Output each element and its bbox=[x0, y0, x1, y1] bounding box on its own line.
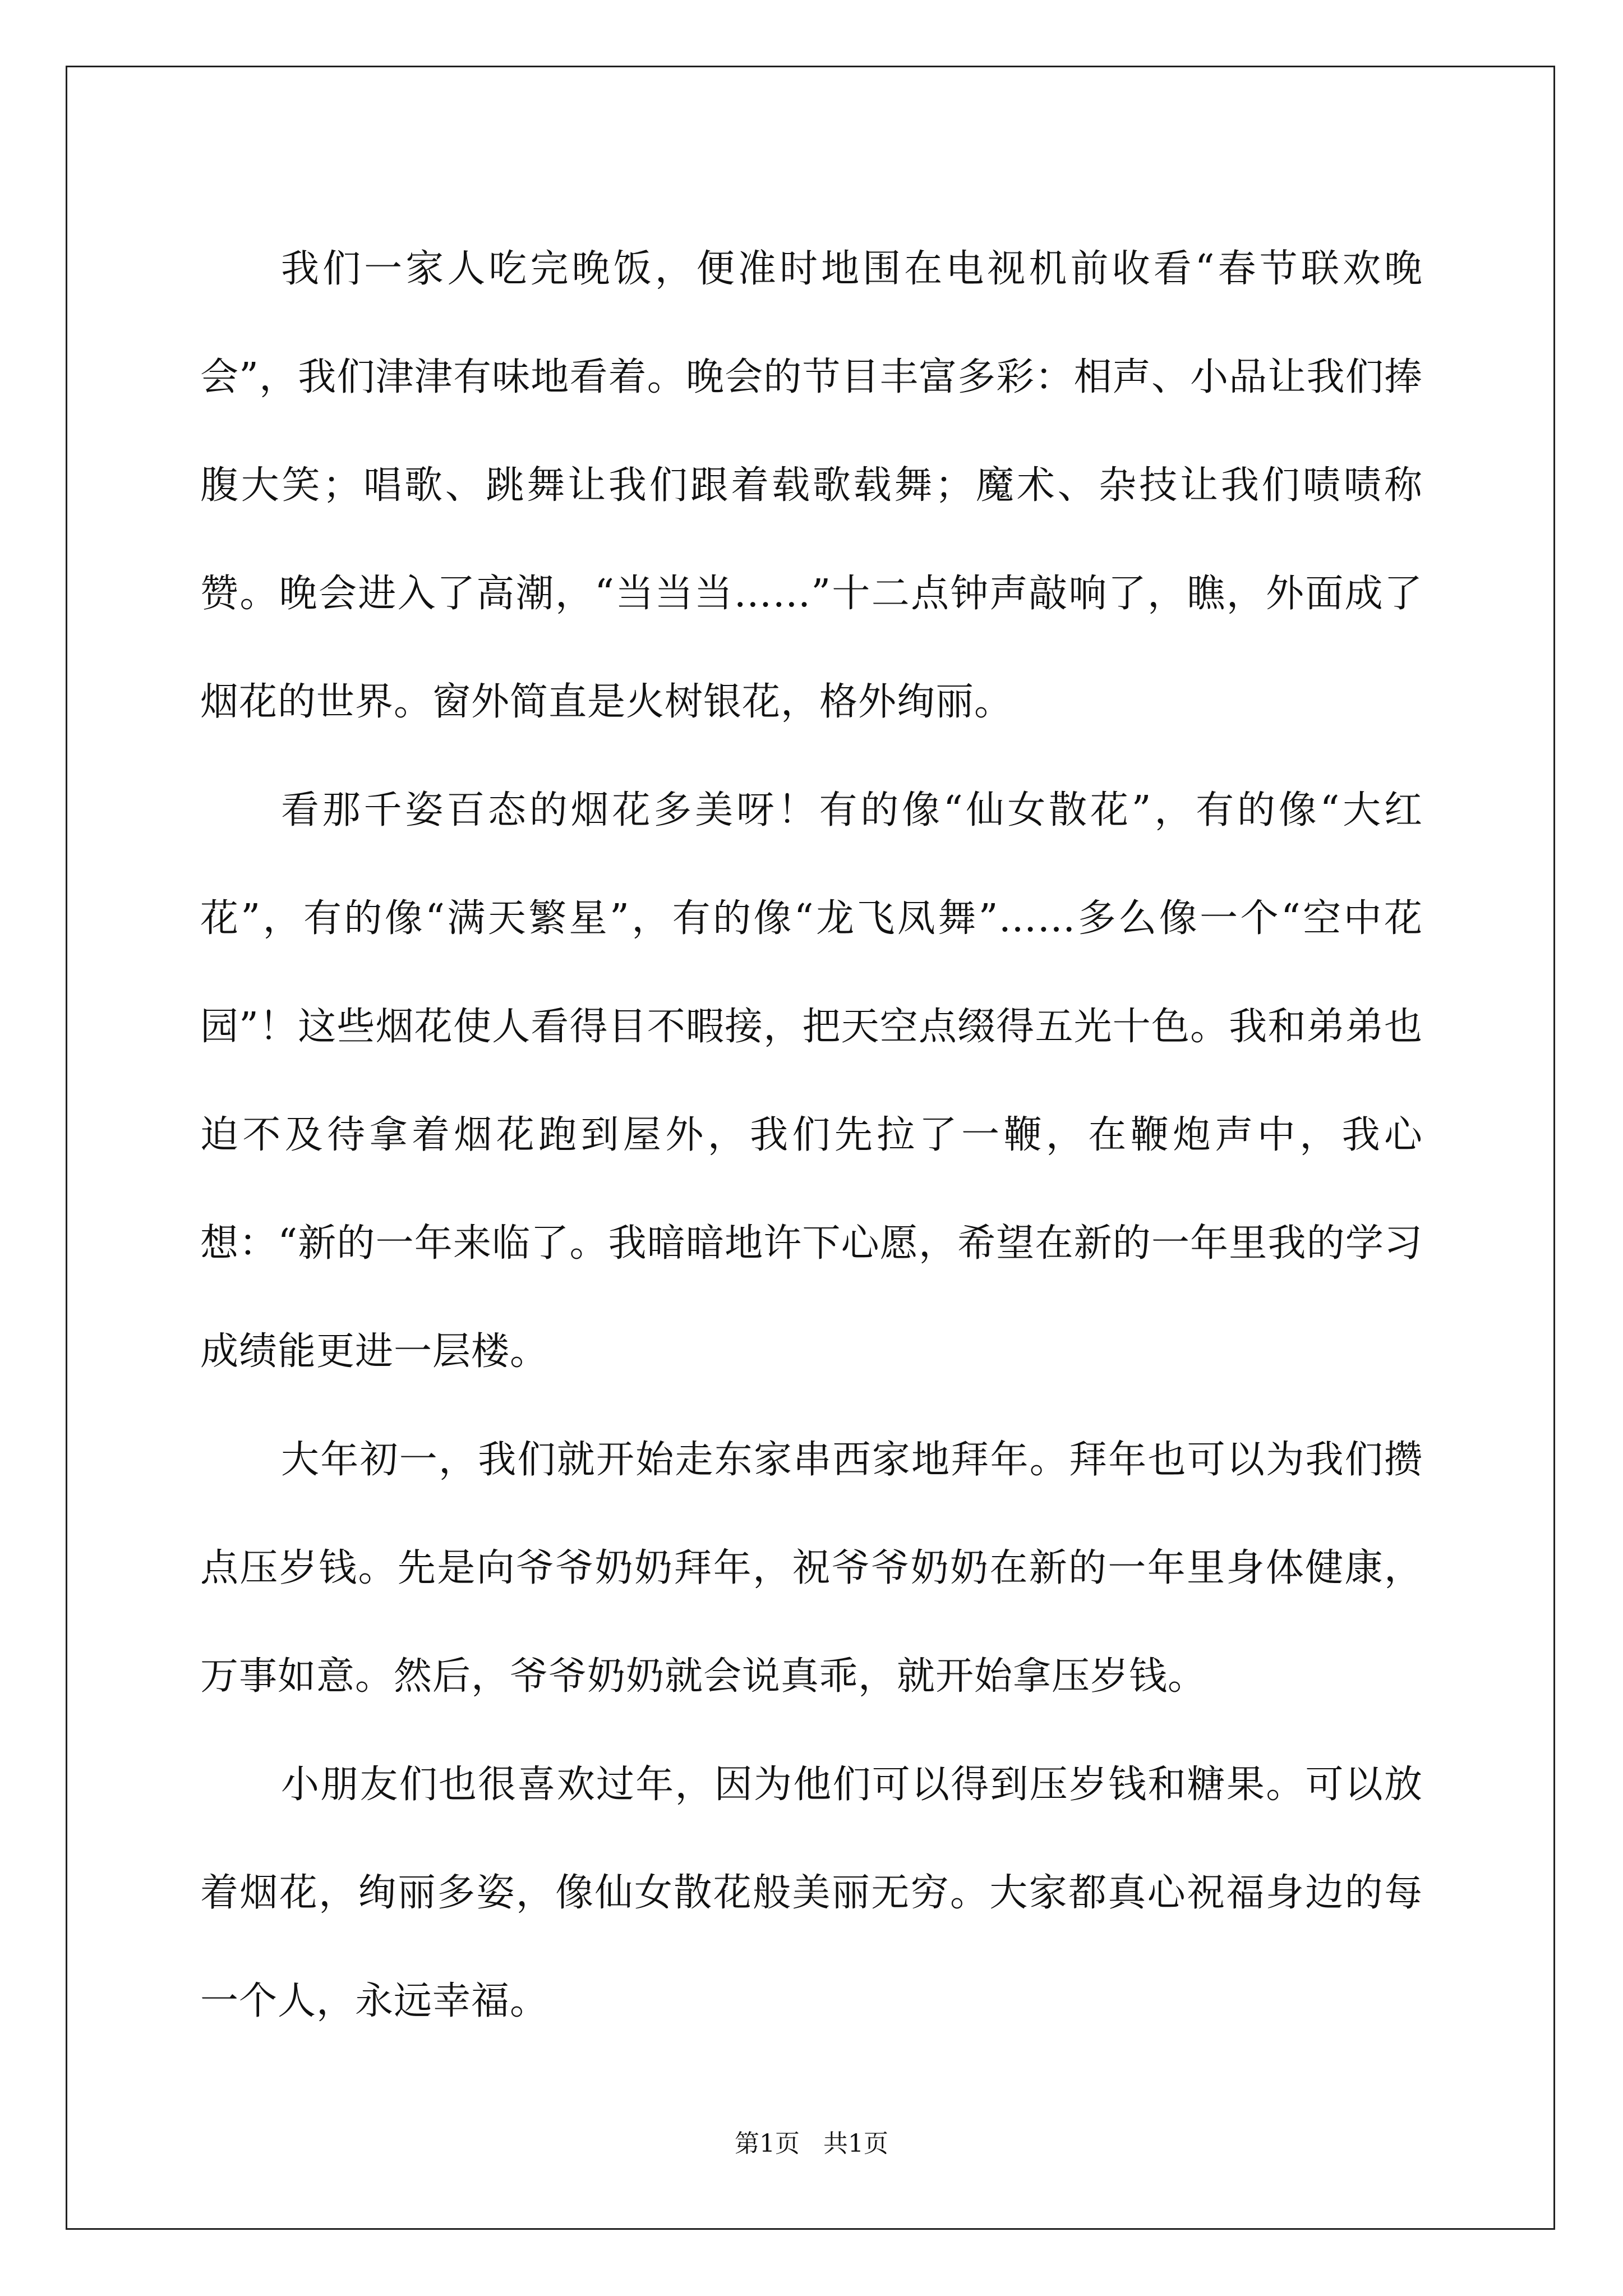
page-number-footer: 第1页 共1页 bbox=[735, 2129, 888, 2158]
paragraph-1: 我们一家人吃完晚饭，便准时地围在电视机前收看“春节联欢晚会”，我们津津有味地看着。晚会的节目丰富多彩：相声、小品让我们捧腹大笑；唱歌、跳舞让我们跟着载歌载舞；魔术、杂技让我们啧啧称赞。晚会进入了高潮，“当当当……”十二点钟声敲响了，瞧，外面成了烟花的世界。窗外简直是火树银花，格外绚丽。 bbox=[200, 247, 1423, 724]
paragraph-3: 大年初一，我们就开始走东家串西家地拜年。拜年也可以为我们攒点压岁钱。先是向爷爷奶奶拜年，祝爷爷奶奶在新的一年里身体健康，万事如意。然后，爷爷奶奶就会说真乖，就开始拿压岁钱。 bbox=[200, 1438, 1423, 1699]
document-body bbox=[200, 215, 1423, 2055]
paragraph-2: 看那千姿百态的烟花多美呀！有的像“仙女散花”，有的像“大红花”，有的像“满天繁星”，有的像“龙飞凤舞”……多么像一个“空中花园”！这些烟花使人看得目不暇接，把天空点缀得五光十色。我和弟弟也迫不及待拿着烟花跑到屋外，我们先拉了一鞭，在鞭炮声中，我心想：“新的一年来临了。我暗暗地许下心愿，希望在新的一年里我的学习成绩能更进一层楼。 bbox=[200, 788, 1423, 1374]
paragraph-4: 小朋友们也很喜欢过年，因为他们可以得到压岁钱和糖果。可以放着烟花，绚丽多姿，像仙女散花般美丽无穷。大家都真心祝福身边的每一个人，永远幸福。 bbox=[200, 1763, 1423, 2023]
